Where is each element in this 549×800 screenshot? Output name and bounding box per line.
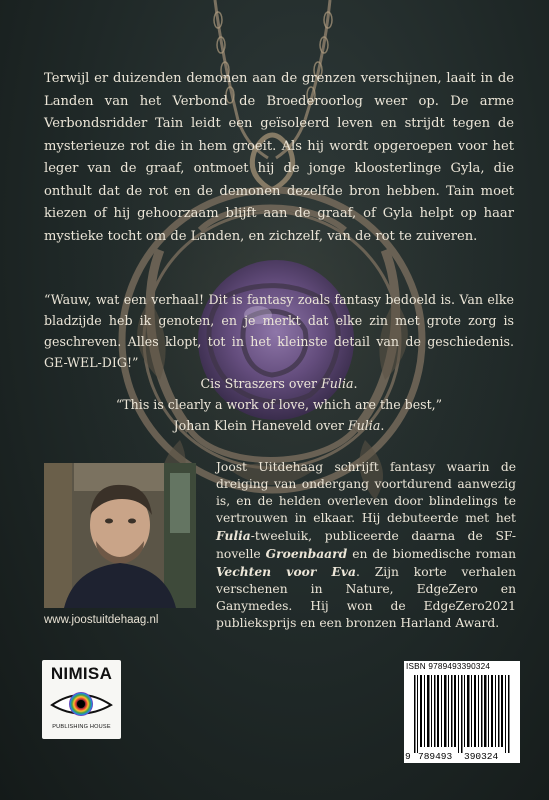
review-quote-1: “Wauw, wat een verhaal! Dit is fantasy zoals fantasy bedoeld is. Van elke bladzijde heb ik genoten, en je merkt dat elke zin met grote zorg is geschreven. Alles klopt, tot in het kleinste detail van de geschiedenis. GE-WEL-DIG!”	[44, 292, 514, 370]
bio-text-3: en de biomedische roman	[347, 547, 516, 561]
quote-book-2: Fulia	[347, 418, 381, 433]
barcode-digits-left: 789493	[418, 751, 453, 762]
bio-title-groenbaard: Groenbaard	[265, 546, 348, 561]
quote-book-1: Fulia	[321, 376, 354, 391]
bio-text-1: Joost Uitdehaag schrijft fantasy waarin de dreiging van ondergang voortdurend aanwezig is, en de helden overleven door blindelings te vertrouwen in elkaar. Hij debuteerde met het	[216, 460, 516, 525]
review-quote-2: “This is clearly a work of love, which are the best,”	[115, 397, 443, 412]
barcode-digit-first: 9	[405, 751, 411, 762]
quote-end-1: .	[353, 376, 358, 391]
publisher-subtitle: PUBLISHING HOUSE	[52, 724, 111, 730]
isbn-barcode	[404, 661, 520, 763]
barcode-digits-right: 390324	[464, 751, 499, 762]
author-bio	[216, 459, 516, 632]
bio-title-vechten-voor-eva: Vechten voor Eva	[216, 564, 356, 579]
barcode-icon	[404, 673, 520, 759]
quote-author-2: Johan Klein Haneveld over	[173, 418, 348, 433]
bio-text-2: -tweeluik, publiceerde daarna de SF-novelle	[216, 529, 516, 561]
isbn-label: ISBN 9789493390324	[406, 662, 491, 671]
review-quotes	[44, 289, 514, 436]
publisher-name: NIMISA	[50, 664, 113, 683]
publisher-logo	[42, 660, 121, 739]
bio-text-4: . Zijn korte verhalen verschenen in Nature, EdgeZero en Ganymedes. Hij won de EdgeZero2021 publieksprijs en een bronzen Harland Award.	[216, 565, 516, 630]
blurb-paragraph: Terwijl er duizenden demonen aan de grenzen verschijnen, laait in de Landen van het Verbond de Broederoorlog weer op. De arme Verbondsridder Tain leidt een geïsoleerd leven en strijdt tegen de mysterieuze rot die in hem groeit. Als hij wordt opgeroepen voor het leger van de graaf, ontmoet hij de jonge kloosterlinge Gyla, die onthult dat de rot en de demonen dezelfde bron hebben. Tain moet kiezen of hij gehoorzaam blijft aan de graaf, of Gyla helpt op haar mystieke tocht om de Landen, en zichzelf, van de rot te zuiveren.	[44, 71, 514, 244]
review-attribution-2	[44, 415, 514, 436]
bio-title-fulia: Fulia	[216, 528, 251, 543]
review-attribution-1	[44, 373, 514, 394]
author-website: www.joostuitdehaag.nl	[44, 614, 159, 626]
quote-author-1: Cis Straszers over	[200, 376, 322, 391]
quote-end-2: .	[380, 418, 385, 433]
author-photo	[44, 463, 196, 608]
